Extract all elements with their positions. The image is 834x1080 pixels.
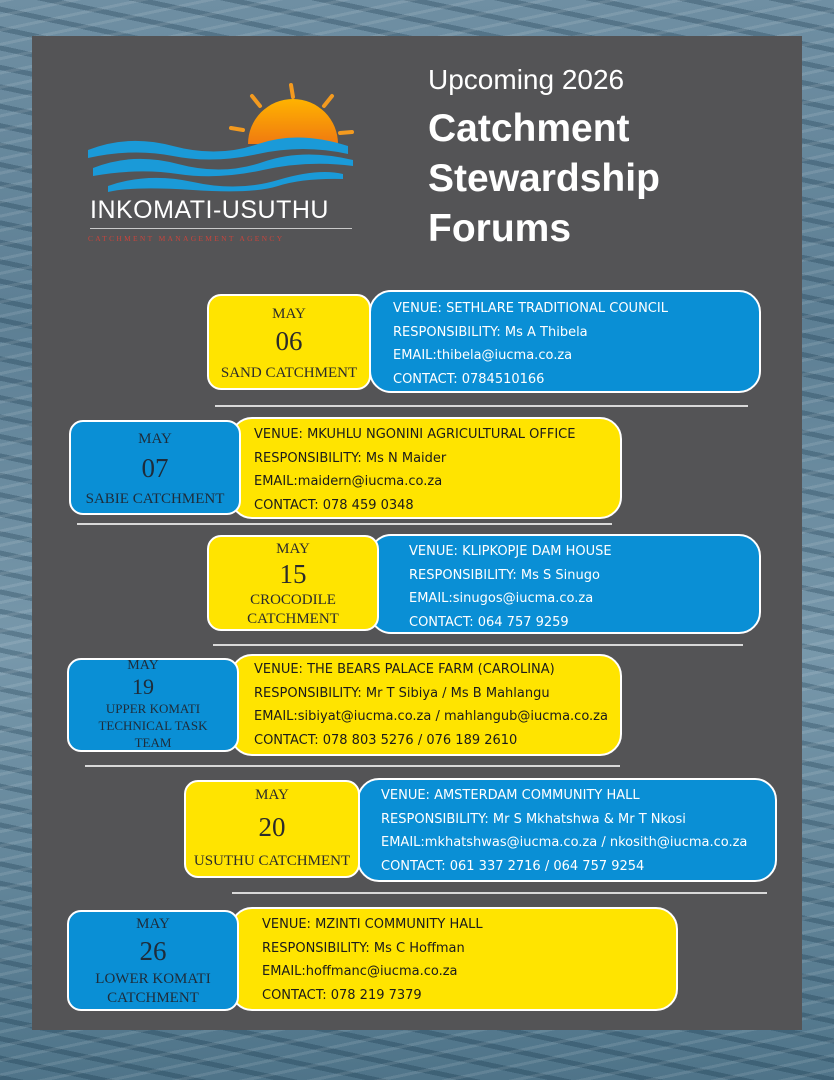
event-date-card — [207, 535, 379, 631]
event-contact: CONTACT: 078 803 5276 / 076 189 2610 — [254, 732, 518, 748]
event-venue: VENUE: AMSTERDAM COMMUNITY HALL — [381, 788, 640, 803]
divider-rule — [77, 523, 612, 525]
event-email: EMAIL:thibela@iucma.co.za — [393, 348, 573, 363]
event-catchment: USUTHU CATCHMENT — [193, 853, 351, 869]
divider-rule — [85, 765, 620, 767]
logo-name: INKOMATI-USUTHU — [90, 196, 329, 224]
event-catchment: LOWER KOMATI CATCHMENT — [95, 971, 211, 1006]
event-day: 06 — [275, 326, 303, 356]
event-venue: VENUE: MKUHLU NGONINI AGRICULTURAL OFFICE — [254, 427, 576, 442]
event-contact: CONTACT: 061 337 2716 / 064 757 9254 — [381, 858, 645, 874]
logo-tagline: CATCHMENT MANAGEMENT AGENCY — [88, 234, 285, 243]
event-date-card — [67, 910, 239, 1011]
event-contact: CONTACT: 078 459 0348 — [254, 497, 414, 513]
event-catchment: SAND CATCHMENT — [220, 365, 358, 381]
event-info-card — [369, 534, 761, 634]
event-email: EMAIL:sibiyat@iucma.co.za / mahlangub@iucma.co.za — [254, 709, 608, 724]
event-venue: VENUE: THE BEARS PALACE FARM (CAROLINA) — [254, 662, 555, 677]
divider-rule — [213, 644, 743, 646]
event-email: EMAIL:maidern@iucma.co.za — [254, 474, 443, 489]
divider-rule — [232, 892, 767, 894]
event-info-card — [230, 654, 622, 756]
event-contact: CONTACT: 078 219 7379 — [262, 987, 422, 1003]
event-day: 15 — [279, 559, 307, 589]
event-responsibility: RESPONSIBILITY: Ms A Thibela — [393, 324, 588, 340]
event-contact: CONTACT: 0784510166 — [393, 371, 545, 387]
event-month: MAY — [276, 541, 310, 557]
event-venue: VENUE: MZINTI COMMUNITY HALL — [262, 917, 483, 932]
event-email: EMAIL:sinugos@iucma.co.za — [409, 591, 594, 606]
event-day: 19 — [132, 674, 154, 699]
event-email: EMAIL:mkhatshwas@iucma.co.za / nkosith@iucma.co.za — [381, 835, 748, 850]
sun-waves-icon — [88, 82, 358, 197]
event-month: MAY — [272, 306, 306, 322]
logo-divider — [90, 228, 352, 229]
divider-rule — [215, 405, 748, 407]
iucma-logo — [88, 82, 358, 252]
event-date-card — [184, 780, 360, 878]
event-responsibility: RESPONSIBILITY: Mr S Mkhatshwa & Mr T Nkosi — [381, 811, 686, 827]
event-month: MAY — [138, 431, 172, 447]
event-contact: CONTACT: 064 757 9259 — [409, 614, 569, 630]
header-subtitle: Upcoming 2026 — [428, 64, 625, 95]
event-catchment: SABIE CATCHMENT — [85, 491, 225, 507]
event-info-card — [230, 907, 678, 1011]
event-responsibility: RESPONSIBILITY: Ms N Maider — [254, 450, 447, 466]
event-responsibility: RESPONSIBILITY: Ms S Sinugo — [409, 567, 600, 583]
event-info-card — [369, 290, 761, 393]
event-day: 26 — [139, 936, 167, 966]
event-info-card — [230, 417, 622, 519]
event-responsibility: RESPONSIBILITY: Mr T Sibiya / Ms B Mahlangu — [254, 685, 550, 701]
event-responsibility: RESPONSIBILITY: Ms C Hoffman — [262, 940, 465, 956]
event-info-card — [357, 778, 777, 882]
event-email: EMAIL:hoffmanc@iucma.co.za — [262, 964, 458, 979]
event-venue: VENUE: SETHLARE TRADITIONAL COUNCIL — [393, 301, 668, 316]
event-venue: VENUE: KLIPKOPJE DAM HOUSE — [409, 544, 612, 559]
event-date-card — [207, 294, 371, 390]
header-title: Catchment Stewardship Forums — [428, 107, 660, 250]
event-month: MAY — [255, 787, 289, 803]
event-date-card — [67, 658, 239, 752]
event-month: MAY — [127, 658, 159, 673]
event-catchment: CROCODILE CATCHMENT — [247, 592, 339, 627]
event-date-card — [69, 420, 241, 515]
event-month: MAY — [136, 916, 170, 932]
event-day: 20 — [258, 812, 286, 842]
event-day: 07 — [141, 453, 169, 483]
event-catchment: UPPER KOMATI TECHNICAL TASK TEAM — [98, 701, 208, 750]
